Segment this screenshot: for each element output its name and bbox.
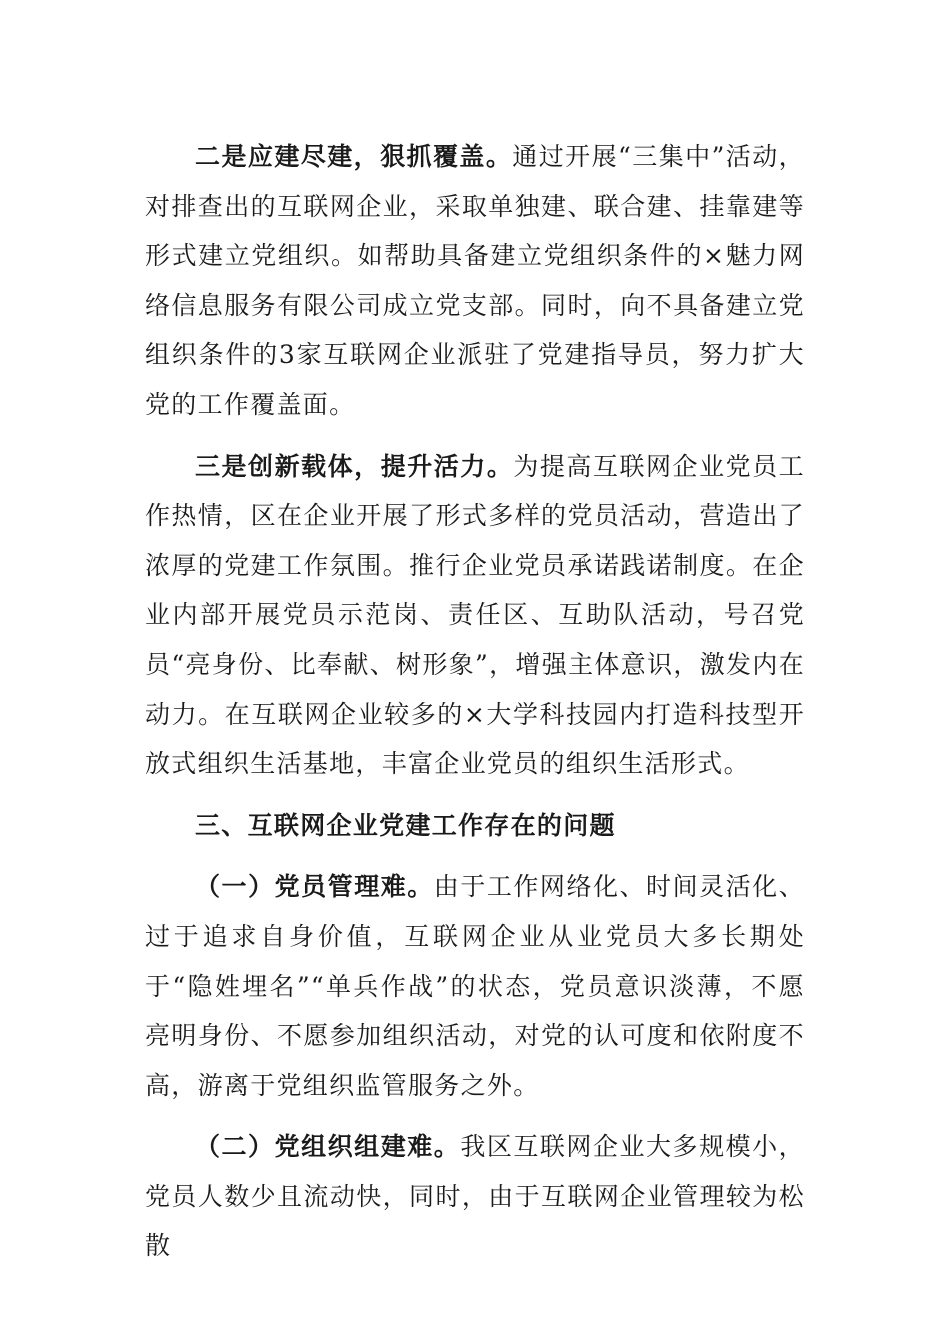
paragraph-lead: 三是创新载体，提升活力。 [195,451,514,481]
paragraph-lead: （一）党员管理难。 [195,872,434,902]
paragraph-body: 由于工作网络化、时间灵活化、过于追求自身价值，互联网企业从业党员大多长期处于“隐姓埋名”“单兵作战”的状态，党员意识淡薄，不愿亮明身份、不愿参加组织活动，对党的认可度和依附度不高，游离于党组织监管服务之外。 [145,872,806,1100]
paragraph-body: 通过开展“三集中”活动，对排查出的互联网企业，采取单独建、联合建、挂靠建等形式建立党组织。如帮助具备建立党组织条件的×魅力网络信息服务有限公司成立党支部。同时，向不具备建立党组织条件的3家互联网企业派驻了党建指导员，努力扩大党的工作覆盖面。 [145,142,805,419]
section-heading: 三、互联网企业党建工作存在的问题 [195,810,616,840]
paragraph-organization-building [145,1122,805,1271]
paragraph-coverage [145,132,805,430]
paragraph-member-management [145,862,805,1110]
paragraph-body: 我区互联网企业大多规模小，党员人数少且流动快，同时，由于互联网企业管理较为松散 [145,1132,805,1261]
paragraph-innovation [145,442,805,789]
paragraph-lead: （二）党组织组建难。 [195,1132,461,1162]
paragraph-lead: 二是应建尽建，狠抓覆盖。 [195,142,513,171]
paragraph-body: 为提高互联网企业党员工作热情，区在企业开展了形式多样的党员活动，营造出了浓厚的党建工作氛围。推行企业党员承诺践诺制度。在企业内部开展党员示范岗、责任区、互助队活动，号召党员“亮身份、比奉献、树形象”，增强主体意识，激发内在动力。在互联网企业较多的×大学科技园内打造科技型开放式组织生活基地，丰富企业党员的组织生活形式。 [145,451,805,779]
document-page [145,132,805,1283]
